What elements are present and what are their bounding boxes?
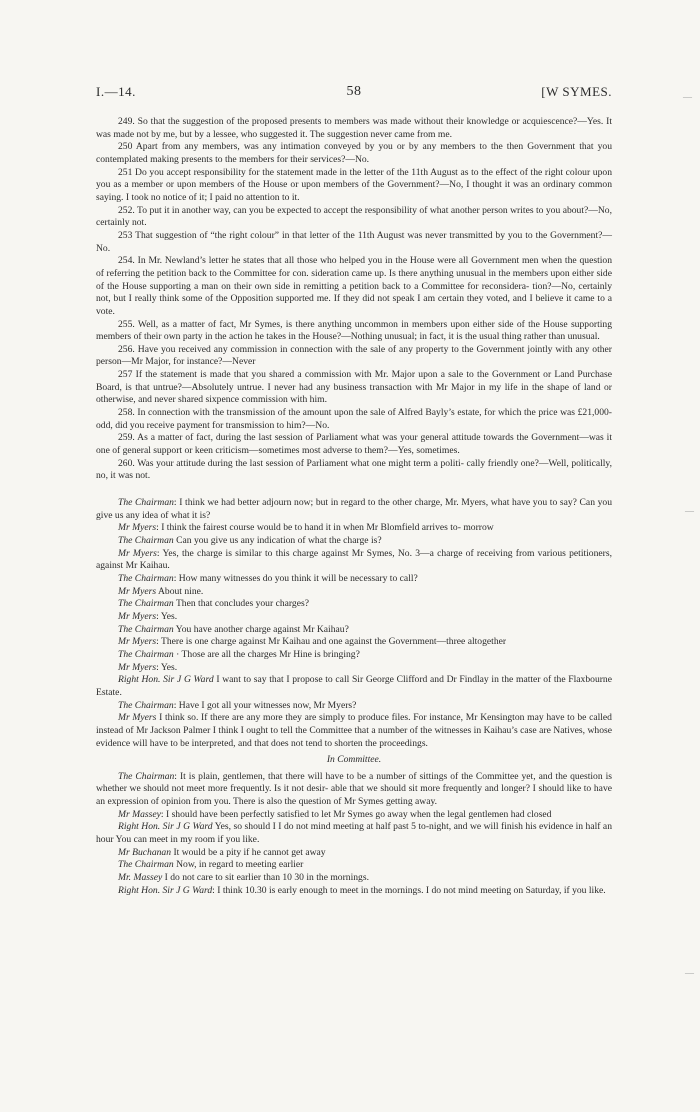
- speech-text: Have I got all your witnesses now, Mr Myers?: [178, 699, 357, 711]
- separator: :: [174, 770, 180, 782]
- speaker: Mr Massey: [118, 808, 161, 820]
- speech-text: You have another charge against Mr Kaihau?: [175, 623, 349, 635]
- speaker: The Chairman: [118, 770, 175, 782]
- speech: [96, 859, 612, 872]
- speech-text: Yes, the charge is similar to this charge against Mr Symes, No. 3—a charge of receiving from various petitioners, against Mr Kaihau.: [96, 547, 612, 572]
- speech-text: Then that concludes your charges?: [175, 598, 309, 610]
- speech: [96, 573, 612, 586]
- speaker: Mr Myers: [118, 522, 157, 534]
- separator: :: [156, 610, 161, 622]
- speaker: Right Hon. Sir J G Ward: [118, 674, 214, 686]
- question-249: 249. So that the suggestion of the proposed presents to members was made without their knowledge or acquiescence?—Yes. It was made not by me, but by a lessee, who suggested it. The suggestion never came from me.: [96, 116, 612, 140]
- speaker: The Chairman: [118, 535, 174, 546]
- speaker: The Chairman: [118, 572, 174, 584]
- speech-text: How many witnesses do you think it will be necessary to call?: [178, 572, 418, 584]
- speech: [96, 522, 612, 535]
- speech: [96, 771, 612, 809]
- speech-text: I think 10.30 is early enough to meet in the mornings. I do not mind meeting on Saturday, if you like.: [217, 884, 606, 896]
- exchange-section-2: [96, 771, 612, 898]
- separator: ·: [173, 648, 182, 660]
- speech: [96, 586, 612, 599]
- speech: [96, 872, 612, 885]
- question-259: 259. As a matter of fact, during the last session of Parliament what was your general attitude towards the Government—was it one of general support or keen criticism—sometimes most adverse to them?—Yes, sometimes.: [96, 432, 612, 457]
- document-page: [96, 84, 612, 897]
- question-251: 251 Do you accept responsibility for the statement made in the letter of the 11th August as to the effect of the right colour upon you as a member or upon members of the House or upon members of the Government?—No, I thought it was an ordinary common saying. I took no notice of it; I paid no attention to it.: [96, 166, 612, 203]
- speech: [96, 548, 612, 573]
- separator: :: [160, 808, 166, 820]
- page-number: 58: [346, 84, 362, 99]
- document-reference: I.—14.: [96, 84, 136, 99]
- speech: [96, 611, 612, 624]
- speech: [96, 885, 612, 898]
- speech: [96, 497, 612, 522]
- speech-text: Those are all the charges Mr Hine is bringing?: [181, 648, 360, 660]
- speaker: Mr Myers: [118, 712, 157, 724]
- speech: [96, 636, 612, 649]
- speaker: Mr Buchanan: [118, 846, 172, 858]
- transcript-body: [96, 116, 612, 897]
- separator: :: [156, 636, 161, 648]
- page-header: [96, 84, 612, 106]
- speaker: Mr Myers: [118, 661, 157, 673]
- speech-text: There is one charge against Mr Kaihau and one against the Government—three altogether: [161, 636, 507, 648]
- speech: [96, 821, 612, 846]
- speaker: The Chairman: [118, 699, 174, 711]
- speaker: The Chairman: [118, 648, 174, 660]
- questions-section: [96, 116, 612, 483]
- speaker: Right Hon. Sir J G Ward: [118, 821, 213, 833]
- speaker: Mr Myers: [118, 585, 157, 597]
- separator: :: [173, 572, 179, 584]
- speech: [96, 649, 612, 662]
- speech-text: About nine.: [157, 585, 204, 597]
- speaker: Mr Myers: [118, 610, 157, 622]
- speech: [96, 809, 612, 822]
- question-254: 254. In Mr. Newland’s letter he states that all those who helped you in the House were all Government men when the question of referring the petition back to the Committee for con. sideration came up. Is there anything unusual in the members upon either side of the House supporting a man on their own side in remitting a petition back to a Committee for reconsidera- tion?—No, certainly not, but I really think some of the Opposition supported me. If they did not speak I am certain they voted, and I believe it came to a vote.: [96, 255, 612, 317]
- speaker: Right Hon. Sir J G Ward: [118, 884, 213, 896]
- speaker: The Chairman: [118, 623, 174, 635]
- question-258: 258. In connection with the transmission of the amount upon the sale of Alfred Bayly’s estate, for which the price was £21,000-odd, did you receive payment for transmission to him?—No.: [96, 407, 612, 431]
- separator: :: [156, 661, 161, 673]
- exchange-section-1: [96, 497, 612, 750]
- speech: [96, 598, 612, 611]
- speech-text: It would be a pity if he cannot get away: [173, 846, 326, 858]
- margin-mark-bottom: —: [685, 968, 694, 978]
- speech-text: I do not care to sit earlier than 10 30 in the mornings.: [164, 872, 369, 884]
- speaker: Mr. Massey: [118, 872, 163, 884]
- speech-text: I think so. If there are any more they are simply to produce files. For instance, Mr Kensington may have to be called instead of Mr Jackson Palmer I think I ought to tell the Committee that a number of the witnesses in Kaihau’s case are Natives, whose evidence will have to be interpreted, and that does not tend to shorten the proceedings.: [96, 712, 612, 749]
- speech-text: Can you give us any indication of what the charge is?: [176, 535, 382, 546]
- speaker: The Chairman: [118, 497, 174, 509]
- speech-text: I should have been perfectly satisfied to let Mr Symes go away when the legal gentlemen had closed: [165, 808, 552, 820]
- speech-text: I think the fairest course would be to hand it in when Mr Blomfield arrives to- morrow: [161, 522, 494, 534]
- question-253: 253 That suggestion of “the right colour” in that letter of the 11th August was never transmitted by you to the Government?—No.: [96, 229, 612, 254]
- witness-name: [W SYMES.: [541, 84, 612, 99]
- speech: [96, 662, 612, 675]
- section-heading: In Committee.: [326, 754, 382, 766]
- question-260: 260. Was your attitude during the last session of Parliament what one might term a politi- cally friendly one?—Well, politically, no, it was not.: [96, 457, 612, 482]
- speech-text: It is plain, gentlemen, that there will have to be a number of sittings of the Committee yet, and the question is whether we should not meet more frequently. Is it not desir- able that we should sit more frequently and longer? I should like to have an expression of opinion from you. There is also the question of Mr Symes getting away.: [96, 770, 613, 808]
- speech: [96, 700, 612, 713]
- speech: [96, 535, 612, 548]
- question-252: 252. To put it in another way, can you be expected to accept the responsibility of what another person writes to you about?—No, certainly not.: [96, 204, 612, 229]
- speech-text: Now, in regard to meeting earlier: [176, 859, 304, 871]
- speech: [96, 624, 612, 637]
- question-255: 255. Well, as a matter of fact, Mr Symes, is there anything uncommon in members upon either side of the House supporting members of their own party in the action he takes in the House?—Nothing unusual; in fact, it is the usual thing rather than unusual.: [96, 318, 612, 343]
- question-250: 250 Apart from any members, was any intimation conveyed by you or by any members to the then Government that you contemplated making presents to the members for their services?—No.: [96, 141, 612, 165]
- speaker: The Chairman: [118, 598, 174, 610]
- question-256: 256. Have you received any commission in connection with the sale of any property to the Government jointly with any other person—Mr Major, for instance?—Never: [96, 343, 612, 368]
- speech-text: Yes.: [160, 610, 178, 622]
- separator: :: [212, 884, 218, 896]
- speech: [96, 674, 612, 699]
- margin-mark-mid: —: [685, 506, 694, 516]
- speech-text: I want to say that I propose to call Sir George Clifford and Dr Findlay in the matter of the Flaxbourne Estate.: [96, 674, 612, 698]
- speech-text: I think we had better adjourn now; but in regard to the other charge, Mr. Myers, what have you to say? Can you give us any idea of what it is?: [96, 497, 612, 521]
- speaker: The Chairman: [118, 859, 174, 871]
- question-257: 257 If the statement is made that you shared a commission with Mr. Major upon a sale to the Government or Land Purchase Board, is that untrue?—Absolutely untrue. I never had any business transaction with Mr Major in my life in the shape of land or otherwise, and never shared sixpence commission with him.: [96, 369, 612, 406]
- separator: :: [156, 547, 163, 559]
- speech: [96, 712, 612, 750]
- separator: :: [173, 699, 179, 711]
- separator: :: [173, 497, 180, 509]
- separator: :: [156, 522, 162, 534]
- margin-mark-top: —: [683, 92, 692, 102]
- section-gap: [96, 483, 612, 497]
- speech: [96, 847, 612, 860]
- speaker: Mr Myers: [118, 636, 157, 648]
- speech-text: Yes.: [160, 661, 178, 673]
- speech-text: Yes, so should I I do not mind meeting at half past 5 to-night, and we will finish his evidence in half an hour You can meet in my room if you like.: [96, 821, 612, 846]
- speaker: Mr Myers: [118, 547, 157, 559]
